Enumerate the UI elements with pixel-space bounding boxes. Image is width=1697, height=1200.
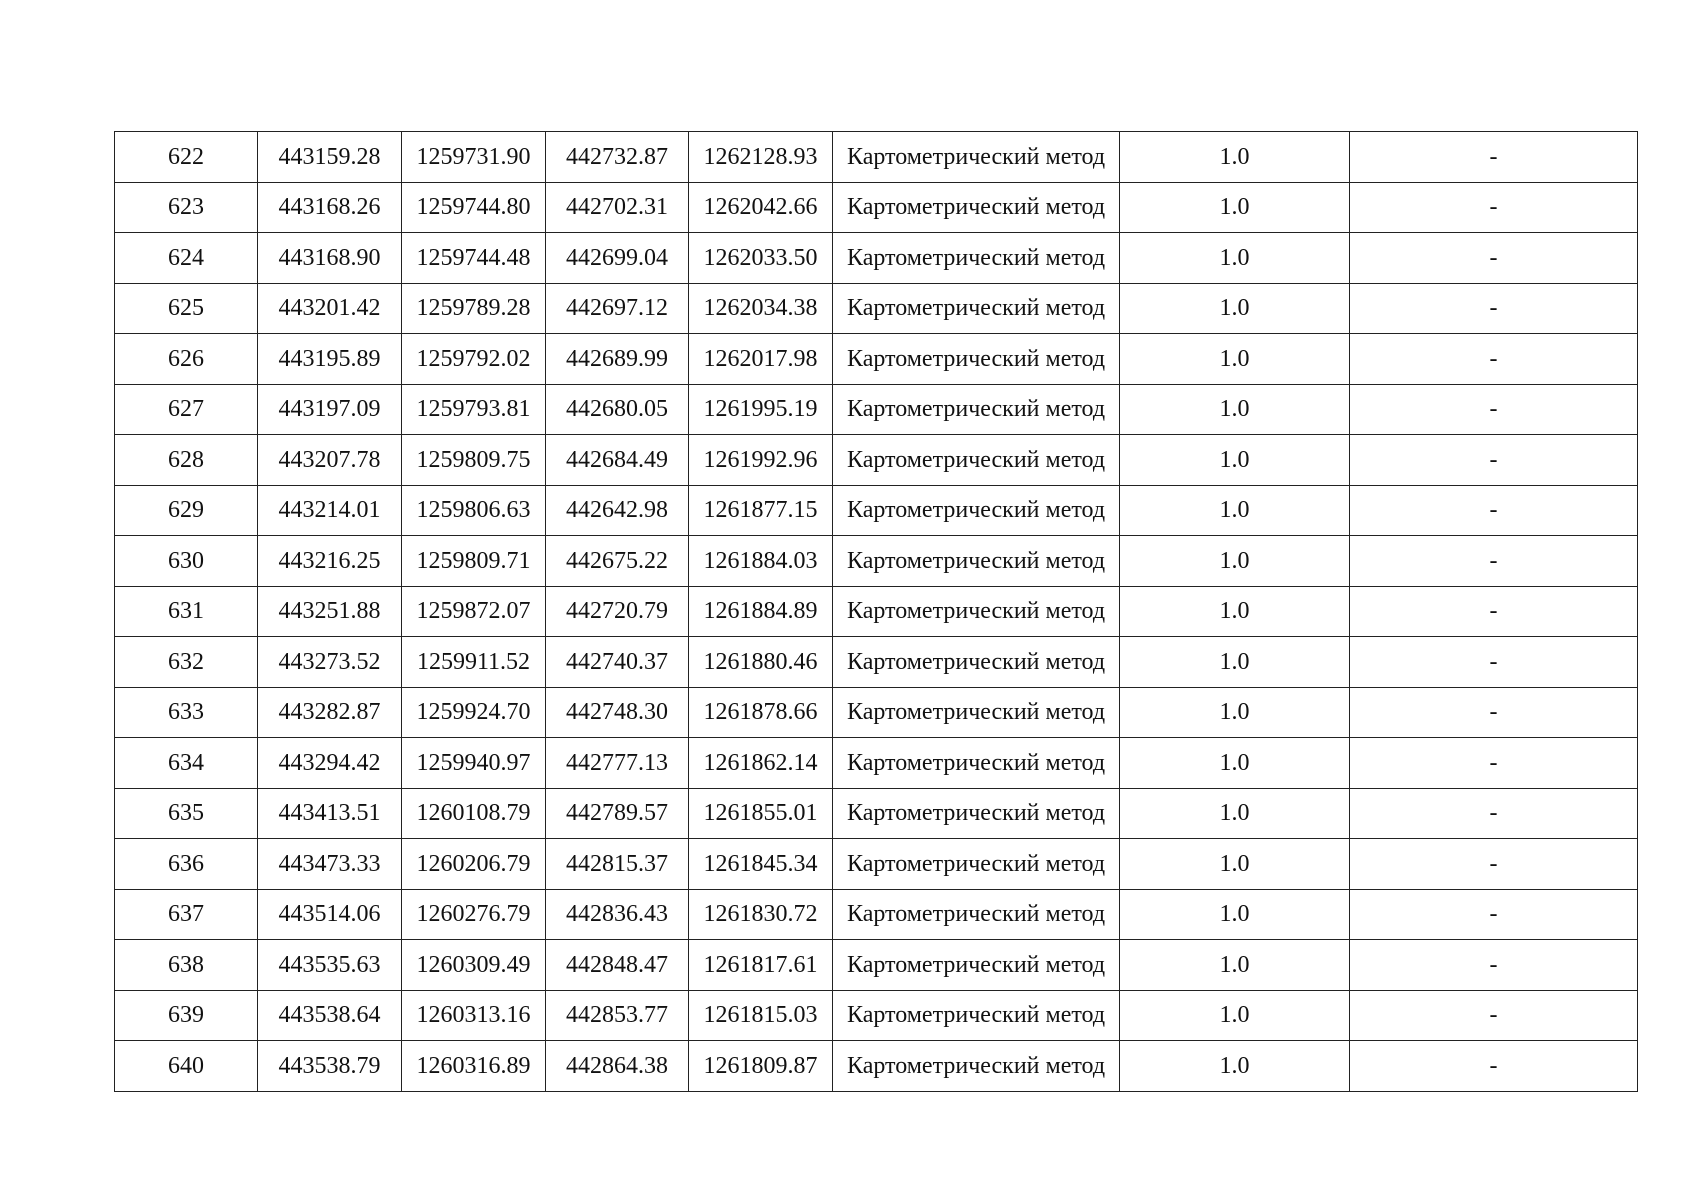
method-cell: Картометрический метод [833, 132, 1120, 183]
x-existing-cell: 443251.88 [258, 586, 402, 637]
method-cell: Картометрический метод [833, 738, 1120, 789]
x-existing-cell: 443214.01 [258, 485, 402, 536]
x-new-cell: 442684.49 [546, 435, 689, 486]
method-cell: Картометрический метод [833, 687, 1120, 738]
y-existing-cell: 1260276.79 [402, 889, 546, 940]
description-cell: - [1350, 536, 1638, 587]
x-new-cell: 442848.47 [546, 940, 689, 991]
y-existing-cell: 1259744.80 [402, 182, 546, 233]
table-row [115, 586, 1638, 637]
point-number-cell: 638 [115, 940, 258, 991]
accuracy-cell: 1.0 [1120, 586, 1350, 637]
y-new-cell: 1261878.66 [689, 687, 833, 738]
description-cell: - [1350, 182, 1638, 233]
y-new-cell: 1261884.03 [689, 536, 833, 587]
method-cell: Картометрический метод [833, 889, 1120, 940]
accuracy-cell: 1.0 [1120, 334, 1350, 385]
x-new-cell: 442777.13 [546, 738, 689, 789]
y-new-cell: 1261995.19 [689, 384, 833, 435]
accuracy-cell: 1.0 [1120, 182, 1350, 233]
accuracy-cell: 1.0 [1120, 283, 1350, 334]
y-new-cell: 1261877.15 [689, 485, 833, 536]
x-existing-cell: 443197.09 [258, 384, 402, 435]
accuracy-cell: 1.0 [1120, 536, 1350, 587]
x-new-cell: 442642.98 [546, 485, 689, 536]
accuracy-cell: 1.0 [1120, 940, 1350, 991]
x-existing-cell: 443535.63 [258, 940, 402, 991]
method-cell: Картометрический метод [833, 940, 1120, 991]
y-existing-cell: 1259809.71 [402, 536, 546, 587]
method-cell: Картометрический метод [833, 182, 1120, 233]
x-new-cell: 442789.57 [546, 788, 689, 839]
table-row [115, 182, 1638, 233]
description-cell: - [1350, 586, 1638, 637]
y-existing-cell: 1259789.28 [402, 283, 546, 334]
point-number-cell: 629 [115, 485, 258, 536]
y-new-cell: 1261845.34 [689, 839, 833, 890]
y-new-cell: 1261855.01 [689, 788, 833, 839]
method-cell: Картометрический метод [833, 637, 1120, 688]
point-number-cell: 635 [115, 788, 258, 839]
table-row [115, 283, 1638, 334]
table-row [115, 132, 1638, 183]
y-existing-cell: 1259924.70 [402, 687, 546, 738]
description-cell: - [1350, 132, 1638, 183]
x-new-cell: 442697.12 [546, 283, 689, 334]
description-cell: - [1350, 889, 1638, 940]
y-new-cell: 1262042.66 [689, 182, 833, 233]
description-cell: - [1350, 788, 1638, 839]
method-cell: Картометрический метод [833, 586, 1120, 637]
table-row [115, 485, 1638, 536]
point-number-cell: 624 [115, 233, 258, 284]
table-row [115, 384, 1638, 435]
description-cell: - [1350, 687, 1638, 738]
y-existing-cell: 1259792.02 [402, 334, 546, 385]
accuracy-cell: 1.0 [1120, 990, 1350, 1041]
y-existing-cell: 1259731.90 [402, 132, 546, 183]
method-cell: Картометрический метод [833, 788, 1120, 839]
y-existing-cell: 1259911.52 [402, 637, 546, 688]
x-existing-cell: 443207.78 [258, 435, 402, 486]
y-new-cell: 1261815.03 [689, 990, 833, 1041]
description-cell: - [1350, 334, 1638, 385]
point-number-cell: 637 [115, 889, 258, 940]
accuracy-cell: 1.0 [1120, 485, 1350, 536]
accuracy-cell: 1.0 [1120, 233, 1350, 284]
method-cell: Картометрический метод [833, 839, 1120, 890]
accuracy-cell: 1.0 [1120, 839, 1350, 890]
description-cell: - [1350, 485, 1638, 536]
x-new-cell: 442680.05 [546, 384, 689, 435]
y-new-cell: 1261880.46 [689, 637, 833, 688]
x-existing-cell: 443159.28 [258, 132, 402, 183]
x-new-cell: 442720.79 [546, 586, 689, 637]
description-cell: - [1350, 283, 1638, 334]
x-new-cell: 442699.04 [546, 233, 689, 284]
coordinates-table [114, 131, 1638, 1092]
y-existing-cell: 1259872.07 [402, 586, 546, 637]
x-new-cell: 442689.99 [546, 334, 689, 385]
x-existing-cell: 443216.25 [258, 536, 402, 587]
accuracy-cell: 1.0 [1120, 132, 1350, 183]
y-existing-cell: 1260206.79 [402, 839, 546, 890]
point-number-cell: 625 [115, 283, 258, 334]
x-existing-cell: 443273.52 [258, 637, 402, 688]
x-existing-cell: 443413.51 [258, 788, 402, 839]
accuracy-cell: 1.0 [1120, 889, 1350, 940]
y-existing-cell: 1259744.48 [402, 233, 546, 284]
point-number-cell: 627 [115, 384, 258, 435]
table-row [115, 536, 1638, 587]
accuracy-cell: 1.0 [1120, 435, 1350, 486]
y-existing-cell: 1259940.97 [402, 738, 546, 789]
description-cell: - [1350, 738, 1638, 789]
point-number-cell: 636 [115, 839, 258, 890]
table-row [115, 687, 1638, 738]
x-existing-cell: 443168.26 [258, 182, 402, 233]
table-row [115, 788, 1638, 839]
description-cell: - [1350, 435, 1638, 486]
point-number-cell: 633 [115, 687, 258, 738]
method-cell: Картометрический метод [833, 536, 1120, 587]
y-new-cell: 1261992.96 [689, 435, 833, 486]
point-number-cell: 631 [115, 586, 258, 637]
x-existing-cell: 443201.42 [258, 283, 402, 334]
accuracy-cell: 1.0 [1120, 788, 1350, 839]
table-row [115, 334, 1638, 385]
x-new-cell: 442853.77 [546, 990, 689, 1041]
description-cell: - [1350, 839, 1638, 890]
point-number-cell: 634 [115, 738, 258, 789]
description-cell: - [1350, 1041, 1638, 1092]
method-cell: Картометрический метод [833, 283, 1120, 334]
method-cell: Картометрический метод [833, 384, 1120, 435]
description-cell: - [1350, 940, 1638, 991]
method-cell: Картометрический метод [833, 233, 1120, 284]
y-existing-cell: 1259809.75 [402, 435, 546, 486]
x-new-cell: 442815.37 [546, 839, 689, 890]
description-cell: - [1350, 384, 1638, 435]
point-number-cell: 630 [115, 536, 258, 587]
x-existing-cell: 443195.89 [258, 334, 402, 385]
document-page [114, 131, 1638, 1092]
method-cell: Картометрический метод [833, 485, 1120, 536]
x-new-cell: 442702.31 [546, 182, 689, 233]
table-row [115, 738, 1638, 789]
y-existing-cell: 1260313.16 [402, 990, 546, 1041]
x-new-cell: 442740.37 [546, 637, 689, 688]
y-existing-cell: 1260316.89 [402, 1041, 546, 1092]
y-new-cell: 1262128.93 [689, 132, 833, 183]
method-cell: Картометрический метод [833, 435, 1120, 486]
point-number-cell: 639 [115, 990, 258, 1041]
accuracy-cell: 1.0 [1120, 384, 1350, 435]
x-new-cell: 442732.87 [546, 132, 689, 183]
point-number-cell: 622 [115, 132, 258, 183]
x-existing-cell: 443282.87 [258, 687, 402, 738]
y-new-cell: 1261862.14 [689, 738, 833, 789]
table-row [115, 889, 1638, 940]
point-number-cell: 628 [115, 435, 258, 486]
description-cell: - [1350, 637, 1638, 688]
x-new-cell: 442748.30 [546, 687, 689, 738]
x-existing-cell: 443168.90 [258, 233, 402, 284]
point-number-cell: 632 [115, 637, 258, 688]
x-existing-cell: 443473.33 [258, 839, 402, 890]
table-row [115, 637, 1638, 688]
table-row [115, 233, 1638, 284]
x-existing-cell: 443294.42 [258, 738, 402, 789]
x-new-cell: 442836.43 [546, 889, 689, 940]
table-row [115, 1041, 1638, 1092]
method-cell: Картометрический метод [833, 1041, 1120, 1092]
method-cell: Картометрический метод [833, 990, 1120, 1041]
table-body [115, 132, 1638, 1092]
x-existing-cell: 443538.64 [258, 990, 402, 1041]
description-cell: - [1350, 233, 1638, 284]
y-new-cell: 1261830.72 [689, 889, 833, 940]
y-existing-cell: 1259806.63 [402, 485, 546, 536]
method-cell: Картометрический метод [833, 334, 1120, 385]
y-existing-cell: 1260108.79 [402, 788, 546, 839]
x-existing-cell: 443538.79 [258, 1041, 402, 1092]
table-row [115, 435, 1638, 486]
table-row [115, 839, 1638, 890]
accuracy-cell: 1.0 [1120, 687, 1350, 738]
y-new-cell: 1261817.61 [689, 940, 833, 991]
point-number-cell: 640 [115, 1041, 258, 1092]
y-existing-cell: 1260309.49 [402, 940, 546, 991]
y-existing-cell: 1259793.81 [402, 384, 546, 435]
accuracy-cell: 1.0 [1120, 1041, 1350, 1092]
table-row [115, 940, 1638, 991]
y-new-cell: 1261809.87 [689, 1041, 833, 1092]
y-new-cell: 1261884.89 [689, 586, 833, 637]
x-new-cell: 442864.38 [546, 1041, 689, 1092]
point-number-cell: 623 [115, 182, 258, 233]
y-new-cell: 1262034.38 [689, 283, 833, 334]
table-row [115, 990, 1638, 1041]
x-new-cell: 442675.22 [546, 536, 689, 587]
accuracy-cell: 1.0 [1120, 637, 1350, 688]
description-cell: - [1350, 990, 1638, 1041]
y-new-cell: 1262033.50 [689, 233, 833, 284]
accuracy-cell: 1.0 [1120, 738, 1350, 789]
point-number-cell: 626 [115, 334, 258, 385]
y-new-cell: 1262017.98 [689, 334, 833, 385]
x-existing-cell: 443514.06 [258, 889, 402, 940]
